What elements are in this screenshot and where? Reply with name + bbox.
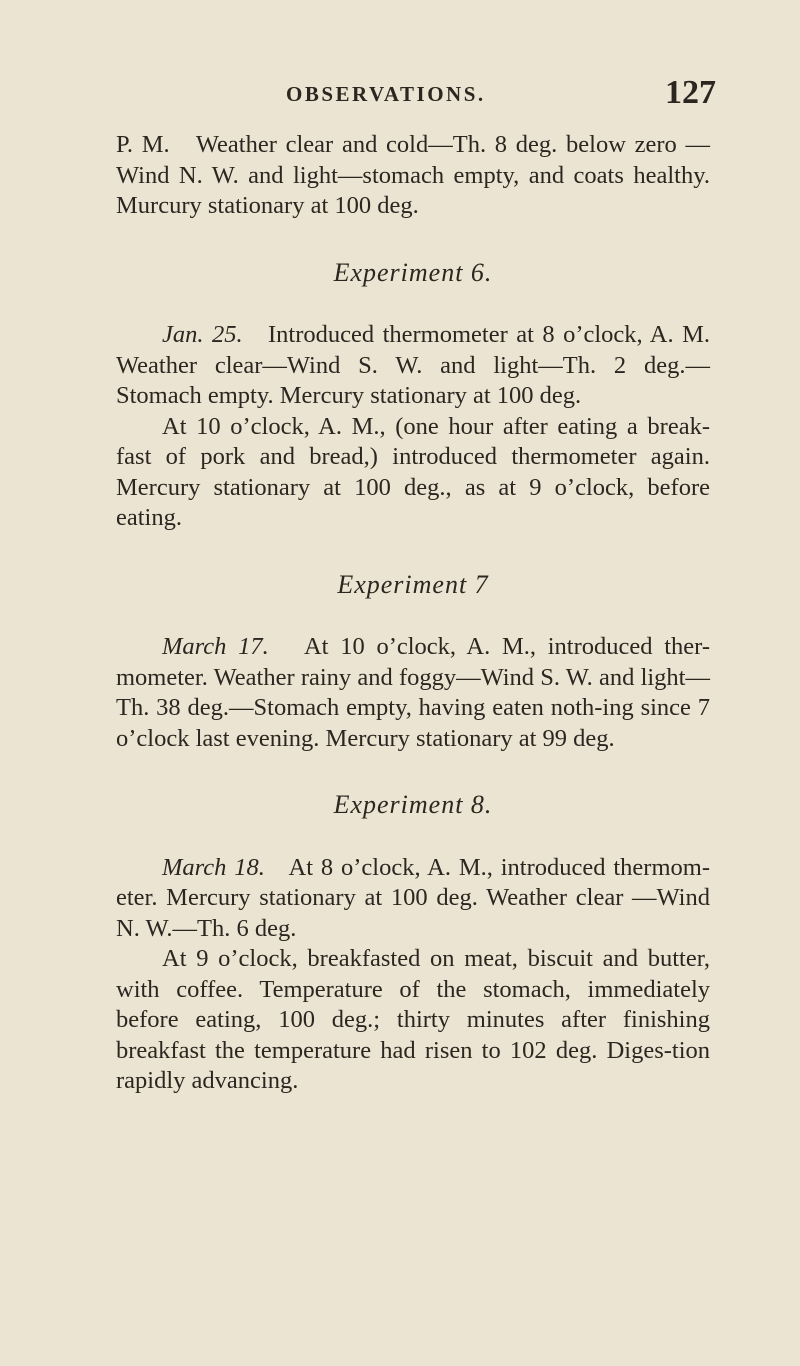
experiment-8-text-1: At 8 o’clock, A. M., introduced thermom-eter. Mercury stationary at 100 deg. Weather clear —Wind N. W.—Th. 6 deg. [116,853,710,942]
experiment-7-date: March 17. [162,633,269,660]
running-title: OBSERVATIONS. [286,82,486,106]
experiment-6-paragraph-2 [116,412,710,534]
page-number: 127 [665,74,716,111]
experiment-7-paragraph-1 [116,632,710,754]
running-head [116,74,716,114]
experiment-8-heading: Experiment 8. [333,790,493,819]
intro-lead: P. M. [116,131,170,158]
intro-text: Weather clear and cold—Th. 8 deg. below zero —Wind N. W. and light—stomach empty, and coats healthy. Murcury stationary at 100 deg. [116,131,711,219]
experiment-8-paragraph-2 [116,944,710,1097]
experiment-6-paragraph-1 [116,320,710,412]
experiment-6-heading: Experiment 6. [333,257,493,287]
experiment-6-text-1: Introduced thermometer at 8 o’clock, A. M. Weather clear—Wind S. W. and light—Th. 2 deg.— Stomach empty. Mercury stationary at 100 deg. [116,321,710,409]
experiment-6-date: Jan. 25. [162,321,243,348]
experiment-8-paragraph-1 [116,853,710,945]
body-text [116,130,710,1097]
experiment-8-date: March 18. [162,853,265,881]
experiment-8-text-2: At 9 o’clock, breakfasted on meat, biscuit and butter, with coffee. Temperature of the stomach, immediately before eating, 100 deg.; thirty minutes after finishing breakfast the temperature had risen to 102 deg. Diges-tion rapidly advancing. [116,945,710,1094]
experiment-7-heading: Experiment 7 [337,569,489,599]
experiment-6-text-2: At 10 o’clock, A. M., (one hour after eating a break-fast of pork and bread,) introduced thermometer again. Mercury stationary at 100 deg., as at 9 o’clock, before eating. [116,412,710,531]
experiment-7-text-1: At 10 o’clock, A. M., introduced ther-mometer. Weather rainy and foggy—Wind S. W. and light—Th. 38 deg.—Stomach empty, having eaten noth-ing since 7 o’clock last evening. Mercury stationary at 99 deg. [116,633,711,752]
intro-paragraph [116,130,710,222]
